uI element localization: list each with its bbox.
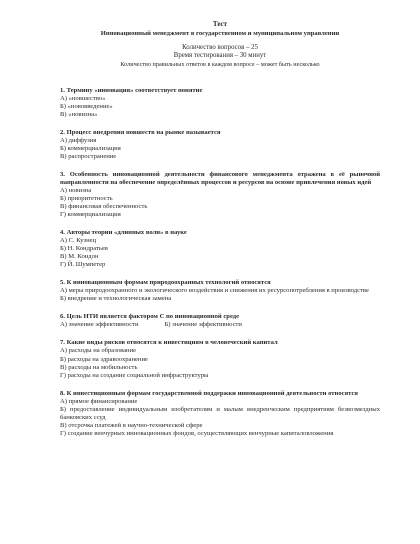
answer-option: Б) коммерциализация <box>60 144 121 152</box>
question-title: 2. Процесс внедрения новшеств на рынке называется <box>60 128 221 136</box>
answer-option: В) расходы на мобильность <box>60 363 138 371</box>
question-6 <box>60 313 380 329</box>
question-title: 8. К инвестиционным формам государственной поддержки инновационной деятельности относятся <box>60 389 358 397</box>
instruction: Количество правильных ответов в каждом вопросе – может быть несколько <box>120 61 320 69</box>
answer-option: Б) внедрение и технологическая замена <box>60 295 172 303</box>
answer-option: В) М. Кондон <box>60 253 99 261</box>
answer-option: Б) «нововведение» <box>60 102 113 110</box>
answer-option: А) расходы на образование <box>60 347 137 355</box>
question-4 <box>60 229 380 269</box>
question-3 <box>60 171 380 219</box>
question-title: 5. К инновационным формам природоохранных технологий относятся <box>60 279 271 287</box>
question-title: 1. Термину «инновация» соответствует понятие <box>60 86 203 94</box>
question-title: 7. Какие виды рисков относятся к инвестициям в человеческий капитал <box>60 339 278 347</box>
question-7 <box>60 339 380 379</box>
test-title: Тест <box>212 20 228 28</box>
answer-option: А) новизна <box>60 187 92 194</box>
answer-option: Б) значение эффективности <box>164 321 242 329</box>
answer-option: А) «новшество» <box>60 94 106 102</box>
answer-option: А) диффузия <box>60 136 97 144</box>
answer-option: А) значение эффективности <box>60 321 139 329</box>
question-2 <box>60 129 380 161</box>
answer-option: Г) Й. Шумпетер <box>60 261 106 269</box>
answer-option: В) финансовая обеспеченность <box>60 203 148 211</box>
question-8 <box>60 390 380 438</box>
answer-option: А) прямое финансирование <box>60 397 138 405</box>
inline-options <box>60 321 380 329</box>
test-header <box>60 20 380 69</box>
answer-option: В) распространение <box>60 152 117 160</box>
answer-option: Б) Н. Кондратьев <box>60 245 108 253</box>
time-limit: Время тестирования – 30 минут <box>173 51 267 59</box>
answer-option: А) С. Кузнец <box>60 237 97 245</box>
question-title: 6. Цель НТИ является фактором С по инновационной среде <box>60 313 240 321</box>
answer-option: В) отсрочка платежей в научно-технической сфере <box>60 421 203 429</box>
answer-option: А) меры природоохранного и экологического воздействия и снижения их ресурсопотребления в производстве <box>60 287 369 295</box>
answer-option: Б) расходы на здравоохранение <box>60 355 148 363</box>
answer-option: Г) коммерциализация <box>60 211 121 219</box>
question-1 <box>60 87 380 119</box>
question-title: 4. Авторы теории «длинных волн» в науке <box>60 229 187 237</box>
test-subtitle: Инновационный менеджмент в государственном и муниципальном управлении <box>100 29 340 37</box>
answer-option: Г) расходы на создание социальной инфраструктуры <box>60 371 209 379</box>
answer-option: Б) предоставление индивидуальным изобретателям и малым внедренческим предприятиям безвозмездных банковских ссуд <box>60 405 380 421</box>
answer-option: В) «новизна» <box>60 110 98 118</box>
question-5 <box>60 279 380 303</box>
question-title: 3. Особенность инновационной деятельности финансового менеджмента отражена в её рыночной направленности на обеспечение определённых процессов и ресурсов на основе привлечения новых идей <box>60 170 380 186</box>
question-list <box>60 87 380 438</box>
answer-option: Б) приоритетность <box>60 195 113 203</box>
answer-option: Г) создание венчурных инновационных фондов, осуществляющих венчурные капиталовложения <box>60 429 334 437</box>
question-count: Количество вопросов – 25 <box>182 43 258 51</box>
